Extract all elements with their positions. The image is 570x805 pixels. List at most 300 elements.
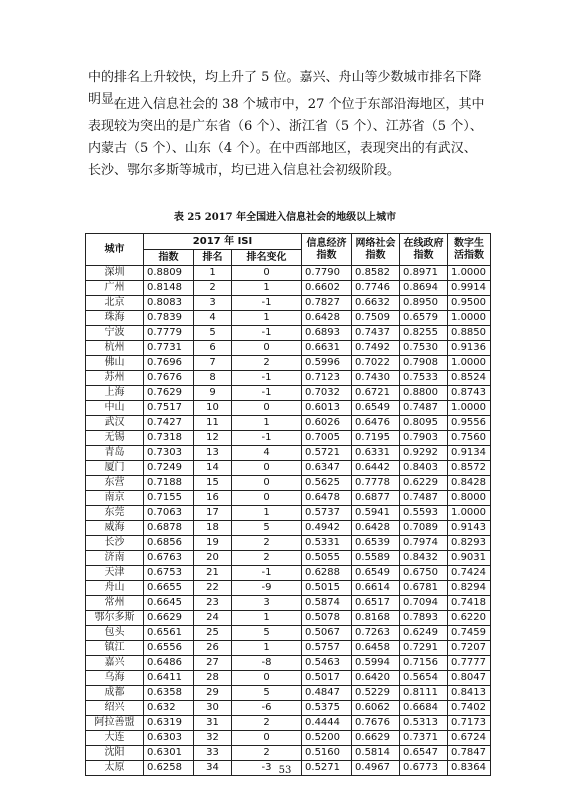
info-economy-cell: 0.7123 [302, 371, 352, 386]
rank-cell: 29 [194, 686, 232, 701]
online-gov-cell: 0.8800 [400, 386, 448, 401]
page-number: 53 [278, 765, 292, 776]
rank-cell: 8 [194, 371, 232, 386]
rank-change-cell: 2 [232, 356, 302, 371]
rank-cell: 17 [194, 506, 232, 521]
digital-life-cell: 0.7207 [448, 641, 491, 656]
rank-change-cell: 5 [232, 626, 302, 641]
isi-index-cell: 0.6303 [144, 731, 194, 746]
isi-index-cell: 0.6878 [144, 521, 194, 536]
online-gov-cell: 0.7974 [400, 536, 448, 551]
online-gov-cell: 0.6229 [400, 476, 448, 491]
digital-life-cell: 0.9143 [448, 521, 491, 536]
info-economy-cell: 0.6347 [302, 461, 352, 476]
isi-index-cell: 0.6556 [144, 641, 194, 656]
network-society-cell: 0.6458 [352, 641, 400, 656]
rank-cell: 22 [194, 581, 232, 596]
isi-index-cell: 0.7696 [144, 356, 194, 371]
rank-cell: 25 [194, 626, 232, 641]
digital-life-cell: 0.7418 [448, 596, 491, 611]
isi-index-cell: 0.8083 [144, 296, 194, 311]
header-rank-change: 排名变化 [232, 250, 302, 266]
table-row [86, 416, 491, 431]
isi-index-cell: 0.6561 [144, 626, 194, 641]
isi-index-cell: 0.7318 [144, 431, 194, 446]
rank-cell: 3 [194, 296, 232, 311]
rank-change-cell: 0 [232, 266, 302, 281]
table-caption: 表 25 2017 年全国进入信息社会的地级以上城市 [173, 212, 397, 223]
rank-change-cell: 0 [232, 341, 302, 356]
info-economy-cell: 0.5463 [302, 656, 352, 671]
table-row [86, 266, 491, 281]
network-society-cell: 0.5994 [352, 656, 400, 671]
online-gov-cell: 0.8255 [400, 326, 448, 341]
network-society-cell: 0.6721 [352, 386, 400, 401]
city-cell: 南京 [86, 491, 144, 506]
table-row [86, 446, 491, 461]
info-economy-cell: 0.6478 [302, 491, 352, 506]
online-gov-cell: 0.6773 [400, 761, 448, 776]
rank-change-cell: 5 [232, 521, 302, 536]
network-society-cell: 0.8582 [352, 266, 400, 281]
rank-cell: 1 [194, 266, 232, 281]
network-society-cell: 0.6539 [352, 536, 400, 551]
network-society-cell: 0.5814 [352, 746, 400, 761]
digital-life-cell: 0.7560 [448, 431, 491, 446]
city-cell: 乌海 [86, 671, 144, 686]
network-society-cell: 0.6632 [352, 296, 400, 311]
table-row [86, 656, 491, 671]
table-row [86, 566, 491, 581]
isi-index-cell: 0.7839 [144, 311, 194, 326]
digital-life-cell: 1.0000 [448, 356, 491, 371]
rank-change-cell: 2 [232, 551, 302, 566]
online-gov-cell: 0.6579 [400, 311, 448, 326]
city-cell: 常州 [86, 596, 144, 611]
info-economy-cell: 0.6428 [302, 311, 352, 326]
rank-change-cell: -1 [232, 386, 302, 401]
rank-cell: 7 [194, 356, 232, 371]
digital-life-cell: 0.8850 [448, 326, 491, 341]
rank-cell: 26 [194, 641, 232, 656]
city-cell: 威海 [86, 521, 144, 536]
rank-cell: 20 [194, 551, 232, 566]
rank-change-cell: -9 [232, 581, 302, 596]
info-economy-cell: 0.5625 [302, 476, 352, 491]
table-row [86, 386, 491, 401]
network-society-cell: 0.6517 [352, 596, 400, 611]
city-cell: 广州 [86, 281, 144, 296]
table-body [86, 266, 491, 776]
table-row [86, 341, 491, 356]
digital-life-cell: 1.0000 [448, 266, 491, 281]
city-cell: 成都 [86, 686, 144, 701]
info-economy-cell: 0.4444 [302, 716, 352, 731]
online-gov-cell: 0.7089 [400, 521, 448, 536]
body-paragraph-1: 中的排名上升较快，均上升了 5 位。嘉兴、舟山等少数城市排名下降明显。 [88, 70, 482, 107]
online-gov-cell: 0.6249 [400, 626, 448, 641]
table-row [86, 326, 491, 341]
city-cell: 北京 [86, 296, 144, 311]
online-gov-cell: 0.7893 [400, 611, 448, 626]
isi-index-cell: 0.6319 [144, 716, 194, 731]
city-cell: 东营 [86, 476, 144, 491]
online-gov-cell: 0.5654 [400, 671, 448, 686]
table-row [86, 746, 491, 761]
city-cell: 绍兴 [86, 701, 144, 716]
online-gov-cell: 0.7371 [400, 731, 448, 746]
digital-life-cell: 0.9914 [448, 281, 491, 296]
online-gov-cell: 0.6750 [400, 566, 448, 581]
rank-cell: 15 [194, 476, 232, 491]
table-row [86, 296, 491, 311]
info-economy-cell: 0.4942 [302, 521, 352, 536]
isi-index-cell: 0.7427 [144, 416, 194, 431]
isi-index-cell: 0.7629 [144, 386, 194, 401]
isi-index-cell: 0.6655 [144, 581, 194, 596]
table-row [86, 311, 491, 326]
city-cell: 厦门 [86, 461, 144, 476]
online-gov-cell: 0.7094 [400, 596, 448, 611]
rank-cell: 9 [194, 386, 232, 401]
info-economy-cell: 0.6602 [302, 281, 352, 296]
isi-city-table [85, 233, 491, 776]
rank-cell: 21 [194, 566, 232, 581]
table-row [86, 611, 491, 626]
info-economy-cell: 0.6013 [302, 401, 352, 416]
table-row [86, 506, 491, 521]
info-economy-cell: 0.5160 [302, 746, 352, 761]
online-gov-cell: 0.8694 [400, 281, 448, 296]
digital-life-cell: 0.7173 [448, 716, 491, 731]
header-digital-life: 数字生活指数 [448, 234, 491, 266]
rank-change-cell: 2 [232, 716, 302, 731]
city-cell: 佛山 [86, 356, 144, 371]
rank-cell: 18 [194, 521, 232, 536]
info-economy-cell: 0.5721 [302, 446, 352, 461]
rank-change-cell: 1 [232, 506, 302, 521]
network-society-cell: 0.7676 [352, 716, 400, 731]
rank-cell: 5 [194, 326, 232, 341]
header-rank: 排名 [194, 250, 232, 266]
rank-change-cell: 0 [232, 731, 302, 746]
online-gov-cell: 0.5313 [400, 716, 448, 731]
digital-life-cell: 0.6220 [448, 611, 491, 626]
network-society-cell: 0.7430 [352, 371, 400, 386]
info-economy-cell: 0.7790 [302, 266, 352, 281]
isi-index-cell: 0.7249 [144, 461, 194, 476]
city-cell: 鄂尔多斯 [86, 611, 144, 626]
isi-index-cell: 0.8148 [144, 281, 194, 296]
rank-change-cell: 0 [232, 461, 302, 476]
digital-life-cell: 1.0000 [448, 401, 491, 416]
online-gov-cell: 0.6781 [400, 581, 448, 596]
rank-cell: 2 [194, 281, 232, 296]
city-cell: 杭州 [86, 341, 144, 356]
rank-cell: 4 [194, 311, 232, 326]
network-society-cell: 0.6062 [352, 701, 400, 716]
city-cell: 包头 [86, 626, 144, 641]
network-society-cell: 0.8168 [352, 611, 400, 626]
rank-change-cell: -1 [232, 566, 302, 581]
info-economy-cell: 0.6893 [302, 326, 352, 341]
rank-change-cell: -3 [232, 761, 302, 776]
info-economy-cell: 0.6026 [302, 416, 352, 431]
rank-change-cell: 1 [232, 416, 302, 431]
table-row [86, 371, 491, 386]
network-society-cell: 0.6476 [352, 416, 400, 431]
rank-cell: 27 [194, 656, 232, 671]
online-gov-cell: 0.8432 [400, 551, 448, 566]
isi-index-cell: 0.8809 [144, 266, 194, 281]
table-row [86, 401, 491, 416]
isi-index-cell: 0.7188 [144, 476, 194, 491]
rank-cell: 6 [194, 341, 232, 356]
rank-change-cell: 0 [232, 491, 302, 506]
rank-change-cell: 0 [232, 671, 302, 686]
table-row [86, 671, 491, 686]
network-society-cell: 0.6331 [352, 446, 400, 461]
rank-cell: 23 [194, 596, 232, 611]
city-cell: 宁波 [86, 326, 144, 341]
network-society-cell: 0.7492 [352, 341, 400, 356]
city-cell: 天津 [86, 566, 144, 581]
table-row [86, 731, 491, 746]
info-economy-cell: 0.5375 [302, 701, 352, 716]
rank-cell: 34 [194, 761, 232, 776]
info-economy-cell: 0.5996 [302, 356, 352, 371]
info-economy-cell: 0.7032 [302, 386, 352, 401]
table-row [86, 431, 491, 446]
info-economy-cell: 0.6288 [302, 566, 352, 581]
table-row [86, 281, 491, 296]
digital-life-cell: 0.7424 [448, 566, 491, 581]
rank-cell: 11 [194, 416, 232, 431]
info-economy-cell: 0.5737 [302, 506, 352, 521]
city-cell: 苏州 [86, 371, 144, 386]
digital-life-cell: 0.6724 [448, 731, 491, 746]
digital-life-cell: 0.8743 [448, 386, 491, 401]
rank-change-cell: -6 [232, 701, 302, 716]
digital-life-cell: 0.9500 [448, 296, 491, 311]
info-economy-cell: 0.7005 [302, 431, 352, 446]
online-gov-cell: 0.8971 [400, 266, 448, 281]
header-online-gov: 在线政府指数 [400, 234, 448, 266]
network-society-cell: 0.7437 [352, 326, 400, 341]
digital-life-cell: 0.8572 [448, 461, 491, 476]
online-gov-cell: 0.7533 [400, 371, 448, 386]
rank-cell: 16 [194, 491, 232, 506]
isi-index-cell: 0.632 [144, 701, 194, 716]
digital-life-cell: 0.9031 [448, 551, 491, 566]
table-row [86, 686, 491, 701]
info-economy-cell: 0.5271 [302, 761, 352, 776]
online-gov-cell: 0.8403 [400, 461, 448, 476]
online-gov-cell: 0.7291 [400, 641, 448, 656]
network-society-cell: 0.7778 [352, 476, 400, 491]
table-row [86, 536, 491, 551]
digital-life-cell: 0.8524 [448, 371, 491, 386]
network-society-cell: 0.6442 [352, 461, 400, 476]
header-city: 城市 [86, 234, 144, 266]
digital-life-cell: 0.9134 [448, 446, 491, 461]
network-society-cell: 0.5589 [352, 551, 400, 566]
info-economy-cell: 0.7827 [302, 296, 352, 311]
online-gov-cell: 0.7487 [400, 491, 448, 506]
rank-change-cell: 1 [232, 281, 302, 296]
city-cell: 舟山 [86, 581, 144, 596]
rank-cell: 33 [194, 746, 232, 761]
table-row [86, 596, 491, 611]
info-economy-cell: 0.5078 [302, 611, 352, 626]
rank-change-cell: 0 [232, 401, 302, 416]
isi-index-cell: 0.7676 [144, 371, 194, 386]
online-gov-cell: 0.5593 [400, 506, 448, 521]
digital-life-cell: 0.8294 [448, 581, 491, 596]
rank-change-cell: -1 [232, 371, 302, 386]
network-society-cell: 0.7022 [352, 356, 400, 371]
rank-change-cell: 4 [232, 446, 302, 461]
network-society-cell: 0.7263 [352, 626, 400, 641]
city-cell: 无锡 [86, 431, 144, 446]
table-row [86, 626, 491, 641]
city-cell: 大连 [86, 731, 144, 746]
rank-cell: 13 [194, 446, 232, 461]
header-network-society: 网络社会指数 [352, 234, 400, 266]
rank-cell: 30 [194, 701, 232, 716]
isi-index-cell: 0.6856 [144, 536, 194, 551]
info-economy-cell: 0.5331 [302, 536, 352, 551]
isi-index-cell: 0.6763 [144, 551, 194, 566]
network-society-cell: 0.6629 [352, 731, 400, 746]
online-gov-cell: 0.8111 [400, 686, 448, 701]
isi-index-cell: 0.7779 [144, 326, 194, 341]
rank-cell: 10 [194, 401, 232, 416]
isi-index-cell: 0.7517 [144, 401, 194, 416]
rank-cell: 31 [194, 716, 232, 731]
table-row [86, 521, 491, 536]
online-gov-cell: 0.6547 [400, 746, 448, 761]
table-row [86, 461, 491, 476]
header-index: 指数 [144, 250, 194, 266]
rank-cell: 19 [194, 536, 232, 551]
digital-life-cell: 0.9556 [448, 416, 491, 431]
info-economy-cell: 0.5017 [302, 671, 352, 686]
isi-index-cell: 0.7063 [144, 506, 194, 521]
online-gov-cell: 0.9292 [400, 446, 448, 461]
online-gov-cell: 0.7903 [400, 431, 448, 446]
table-row [86, 716, 491, 731]
city-cell: 青岛 [86, 446, 144, 461]
city-cell: 镇江 [86, 641, 144, 656]
rank-change-cell: -1 [232, 431, 302, 446]
city-cell: 武汉 [86, 416, 144, 431]
city-cell: 长沙 [86, 536, 144, 551]
city-cell: 深圳 [86, 266, 144, 281]
isi-index-cell: 0.6486 [144, 656, 194, 671]
city-cell: 中山 [86, 401, 144, 416]
city-cell: 珠海 [86, 311, 144, 326]
table-row [86, 476, 491, 491]
network-society-cell: 0.4967 [352, 761, 400, 776]
isi-index-cell: 0.6629 [144, 611, 194, 626]
isi-index-cell: 0.6411 [144, 671, 194, 686]
digital-life-cell: 0.7459 [448, 626, 491, 641]
table-row [86, 551, 491, 566]
table-row [86, 581, 491, 596]
rank-cell: 32 [194, 731, 232, 746]
digital-life-cell: 0.7777 [448, 656, 491, 671]
network-society-cell: 0.6549 [352, 401, 400, 416]
online-gov-cell: 0.8095 [400, 416, 448, 431]
digital-life-cell: 0.8413 [448, 686, 491, 701]
header-isi-group: 2017 年 ISI [144, 234, 302, 250]
network-society-cell: 0.6549 [352, 566, 400, 581]
digital-life-cell: 0.8047 [448, 671, 491, 686]
info-economy-cell: 0.5874 [302, 596, 352, 611]
network-society-cell: 0.5941 [352, 506, 400, 521]
digital-life-cell: 1.0000 [448, 506, 491, 521]
table-row [86, 356, 491, 371]
digital-life-cell: 0.8428 [448, 476, 491, 491]
digital-life-cell: 0.7402 [448, 701, 491, 716]
rank-change-cell: 1 [232, 641, 302, 656]
digital-life-cell: 0.8000 [448, 491, 491, 506]
rank-change-cell: 2 [232, 746, 302, 761]
table-row [86, 641, 491, 656]
city-cell: 上海 [86, 386, 144, 401]
info-economy-cell: 0.5200 [302, 731, 352, 746]
rank-change-cell: 3 [232, 596, 302, 611]
city-cell: 阿拉善盟 [86, 716, 144, 731]
network-society-cell: 0.6877 [352, 491, 400, 506]
rank-change-cell: 0 [232, 476, 302, 491]
city-cell: 嘉兴 [86, 656, 144, 671]
info-economy-cell: 0.5067 [302, 626, 352, 641]
info-economy-cell: 0.5055 [302, 551, 352, 566]
isi-index-cell: 0.7155 [144, 491, 194, 506]
isi-index-cell: 0.6645 [144, 596, 194, 611]
isi-index-cell: 0.7731 [144, 341, 194, 356]
online-gov-cell: 0.7156 [400, 656, 448, 671]
rank-change-cell: -1 [232, 296, 302, 311]
info-economy-cell: 0.4847 [302, 686, 352, 701]
online-gov-cell: 0.6684 [400, 701, 448, 716]
digital-life-cell: 0.7847 [448, 746, 491, 761]
rank-cell: 14 [194, 461, 232, 476]
rank-cell: 24 [194, 611, 232, 626]
rank-cell: 28 [194, 671, 232, 686]
network-society-cell: 0.6614 [352, 581, 400, 596]
table-row [86, 701, 491, 716]
isi-index-cell: 0.7303 [144, 446, 194, 461]
network-society-cell: 0.7195 [352, 431, 400, 446]
city-cell: 东莞 [86, 506, 144, 521]
isi-index-cell: 0.6753 [144, 566, 194, 581]
body-paragraph-2: 在进入信息社会的 38 个城市中，27 个位于东部沿海地区，其中表现较为突出的是广东省（6 个）、浙江省（5 个）、江苏省（5 个）、内蒙古（5 个）、山东（4 个）。在中西部地区，表现突出的有武汉、长沙、鄂尔多斯等城市，均已进入信息社会初级阶段。 [88, 97, 485, 178]
rank-change-cell: -1 [232, 326, 302, 341]
rank-change-cell: 1 [232, 311, 302, 326]
table-row [86, 491, 491, 506]
online-gov-cell: 0.8950 [400, 296, 448, 311]
online-gov-cell: 0.7530 [400, 341, 448, 356]
digital-life-cell: 1.0000 [448, 311, 491, 326]
network-society-cell: 0.7509 [352, 311, 400, 326]
isi-index-cell: 0.6358 [144, 686, 194, 701]
info-economy-cell: 0.5015 [302, 581, 352, 596]
online-gov-cell: 0.7487 [400, 401, 448, 416]
digital-life-cell: 0.9136 [448, 341, 491, 356]
